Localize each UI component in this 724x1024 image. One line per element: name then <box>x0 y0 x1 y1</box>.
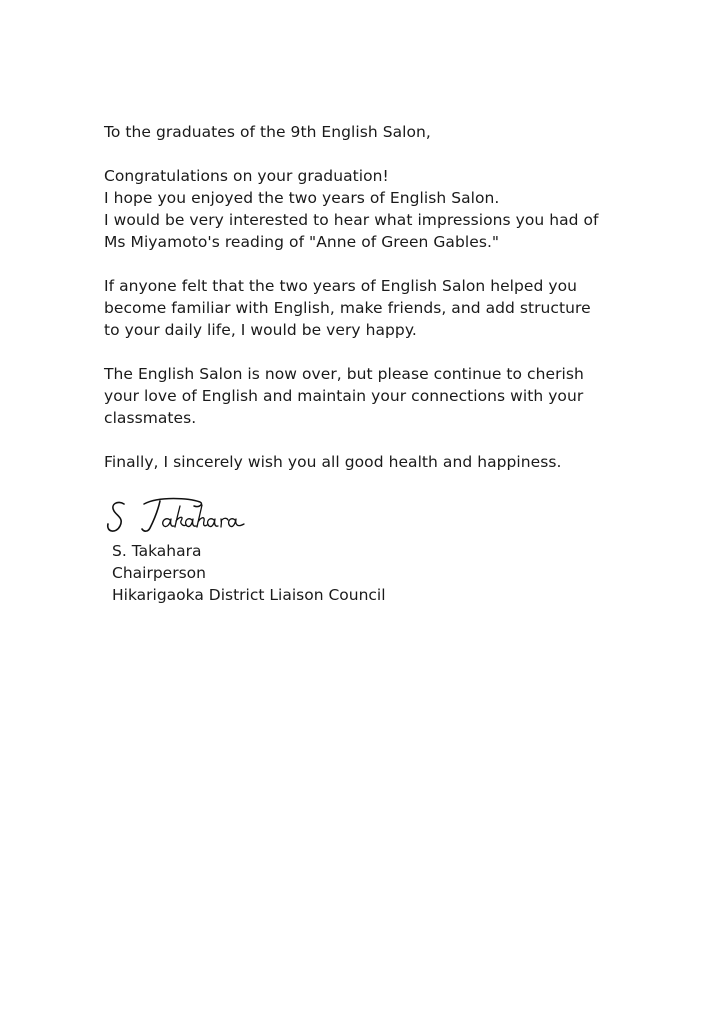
paragraph-2-line-1: If anyone felt that the two years of English Salon helped you <box>104 277 578 295</box>
paragraph-2-line-3: to your daily life, I would be very happy. <box>104 321 417 339</box>
paragraph-2-line-2: become familiar with English, make friends, and add structure <box>104 299 591 317</box>
signatory-organization: Hikarigaoka District Liaison Council <box>112 586 386 604</box>
paragraph-3-line-1: The English Salon is now over, but please continue to cherish <box>104 365 584 383</box>
paragraph-3-line-2: your love of English and maintain your connections with your <box>104 387 584 405</box>
paragraph-1-line-2: I hope you enjoyed the two years of English Salon. <box>104 189 500 207</box>
paragraph-1-line-4: Ms Miyamoto's reading of "Anne of Green Gables." <box>104 233 500 251</box>
paragraph-3-line-3: classmates. <box>104 409 197 427</box>
signatory-name: S. Takahara <box>112 542 202 560</box>
signatory-title: Chairperson <box>112 564 206 582</box>
paragraph-1-line-3: I would be very interested to hear what impressions you had of <box>104 211 599 229</box>
paragraph-1-line-1: Congratulations on your graduation! <box>104 167 389 185</box>
handwritten-signature <box>104 494 254 538</box>
paragraph-4-line-1: Finally, I sincerely wish you all good health and happiness. <box>104 453 562 471</box>
greeting: To the graduates of the 9th English Salon, <box>104 123 431 141</box>
